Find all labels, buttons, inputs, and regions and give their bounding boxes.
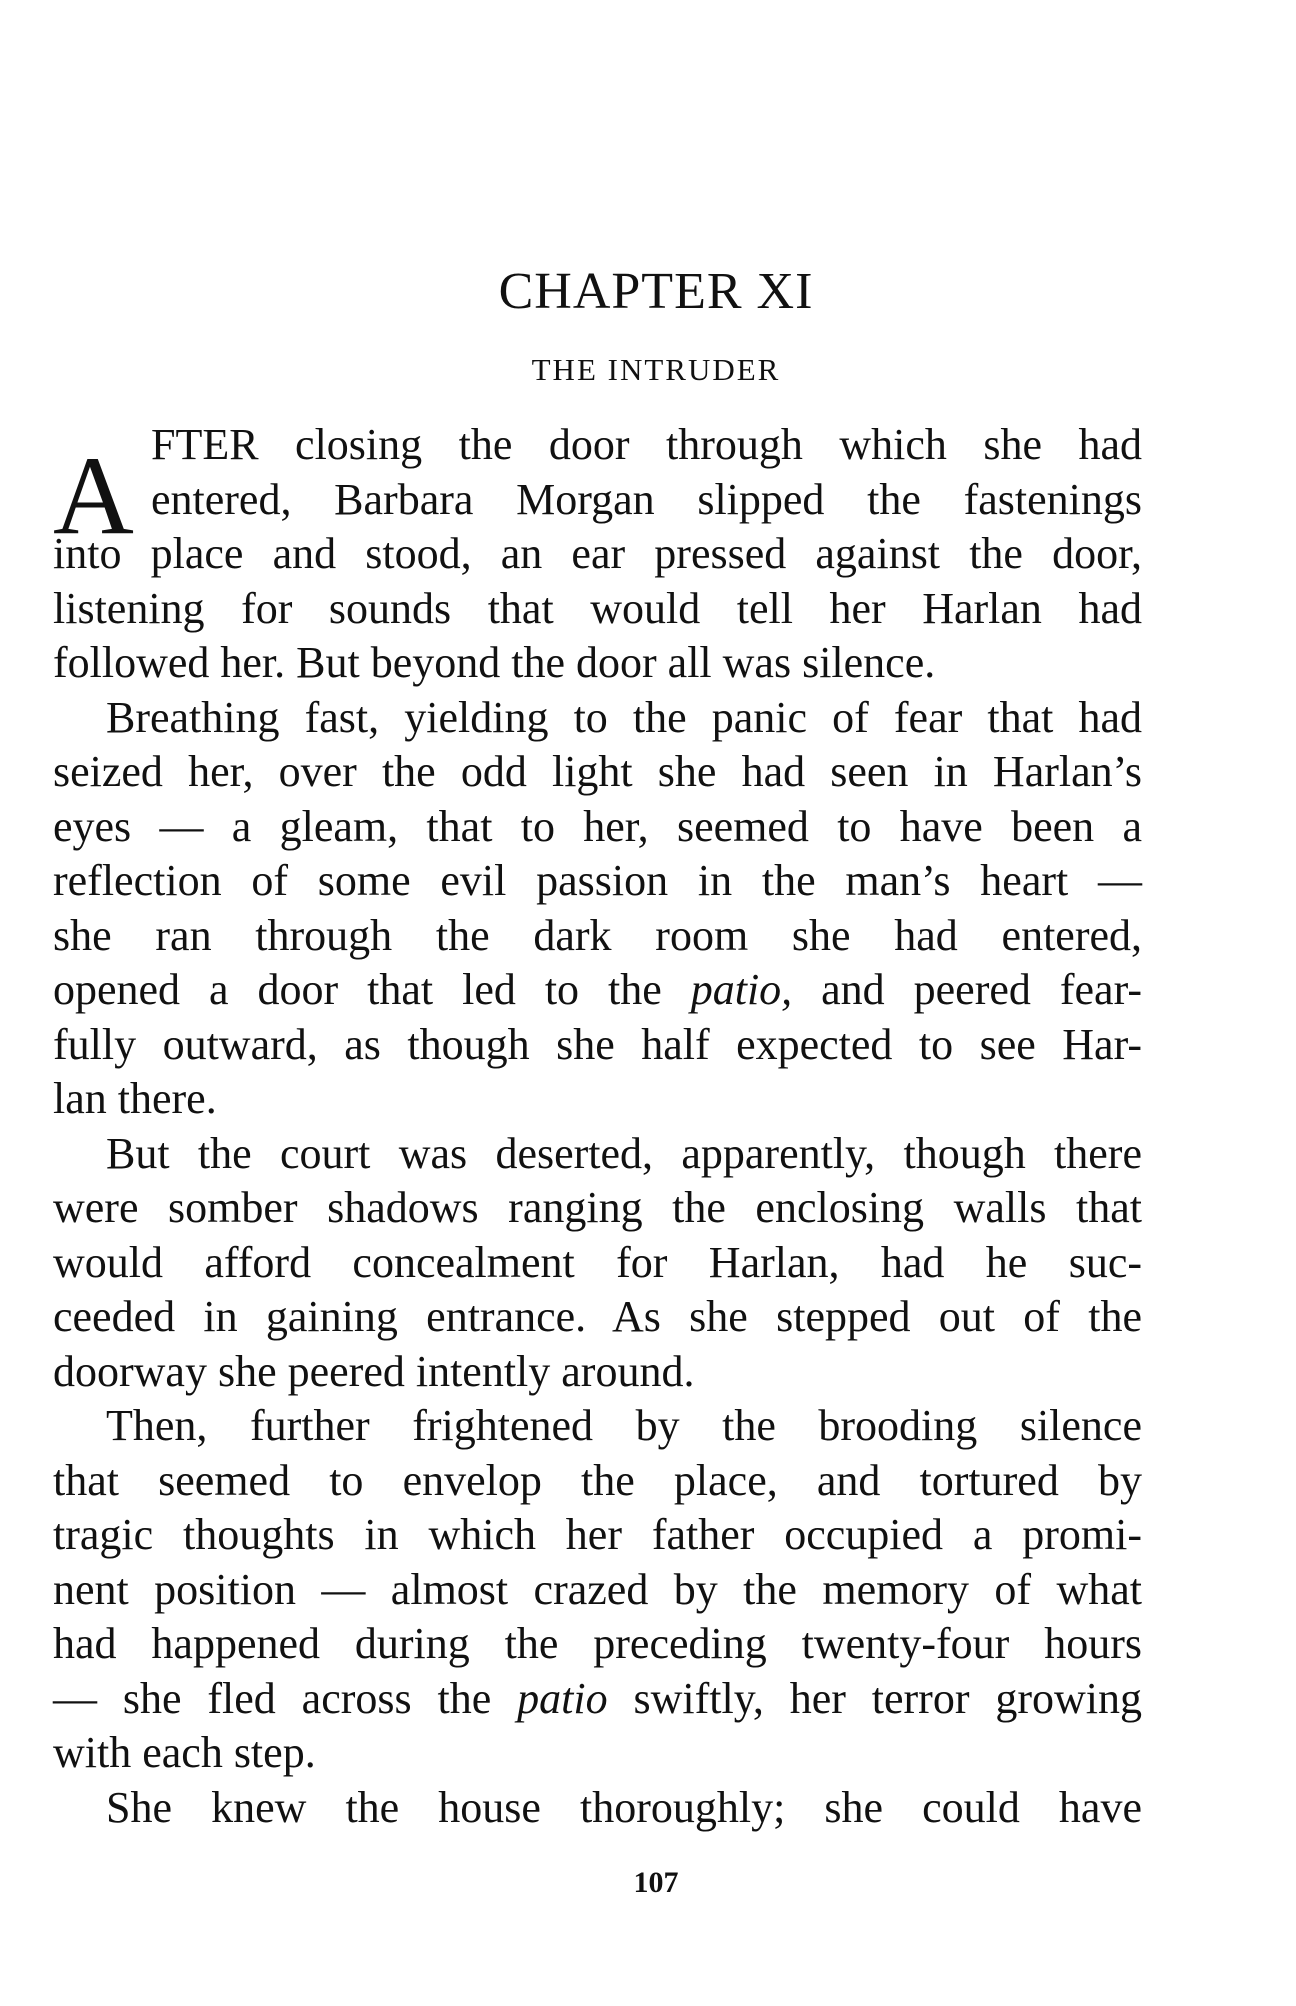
text-line: would afford concealment for Harlan, had he suc- [53, 1237, 1142, 1287]
paragraph [53, 1399, 1142, 1781]
text-line: Then, further frightened by the brooding silence [106, 1401, 1142, 1450]
text-line: had happened during the preceding twenty-four hours [53, 1619, 1142, 1668]
text-line: into place and stood, an ear pressed against the door, [53, 529, 1142, 578]
text-line: opened a door that led to the patio, and peered fear- [53, 965, 1142, 1014]
text-line: — she fled across the patio swiftly, her terror growing [53, 1673, 1142, 1723]
text-line: tragic thoughts in which her father occupied a promi- [53, 1510, 1142, 1559]
chapter-heading: CHAPTER XI [498, 263, 814, 320]
text-line: fully outward, as though she half expected to see Har- [53, 1019, 1142, 1069]
text-line: seized her, over the odd light she had seen in Harlan’s [53, 747, 1142, 796]
text-line: were somber shadows ranging the enclosing walls that [53, 1183, 1142, 1232]
text-line: that seemed to envelop the place, and tortured by [53, 1455, 1142, 1505]
paragraph [53, 691, 1142, 1127]
paragraph [53, 1127, 1142, 1400]
text-line: Breathing fast, yielding to the panic of fear that had [106, 692, 1142, 742]
text-line: with each step. [53, 1728, 316, 1777]
text-line: entered, Barbara Morgan slipped the fastenings [151, 474, 1142, 524]
paragraph [53, 418, 1142, 691]
text-line: FTER closing the door through which she had [151, 420, 1142, 469]
text-line: ceeded in gaining entrance. As she stepped out of the [53, 1292, 1142, 1341]
text-line: followed her. But beyond the door all was silence. [53, 638, 936, 687]
text-line: But the court was deserted, apparently, though there [106, 1128, 1142, 1178]
text-line: She knew the house thoroughly; she could have [106, 1782, 1142, 1832]
page-number: 107 [633, 1866, 679, 1899]
text-line: reflection of some evil passion in the man’s heart — [53, 856, 1142, 905]
drop-cap: A [53, 434, 134, 558]
text-line: doorway she peered intently around. [53, 1346, 695, 1396]
chapter-title: THE INTRUDER [531, 352, 781, 387]
text-line: nent position — almost crazed by the memory of what [53, 1564, 1142, 1614]
text-line: lan there. [53, 1074, 217, 1123]
text-line: she ran through the dark room she had entered, [53, 910, 1142, 960]
paragraph [53, 1781, 1142, 1836]
body-text [53, 418, 1142, 1835]
text-line: listening for sounds that would tell her Harlan had [53, 583, 1142, 633]
text-line: eyes — a gleam, that to her, seemed to have been a [53, 801, 1142, 851]
